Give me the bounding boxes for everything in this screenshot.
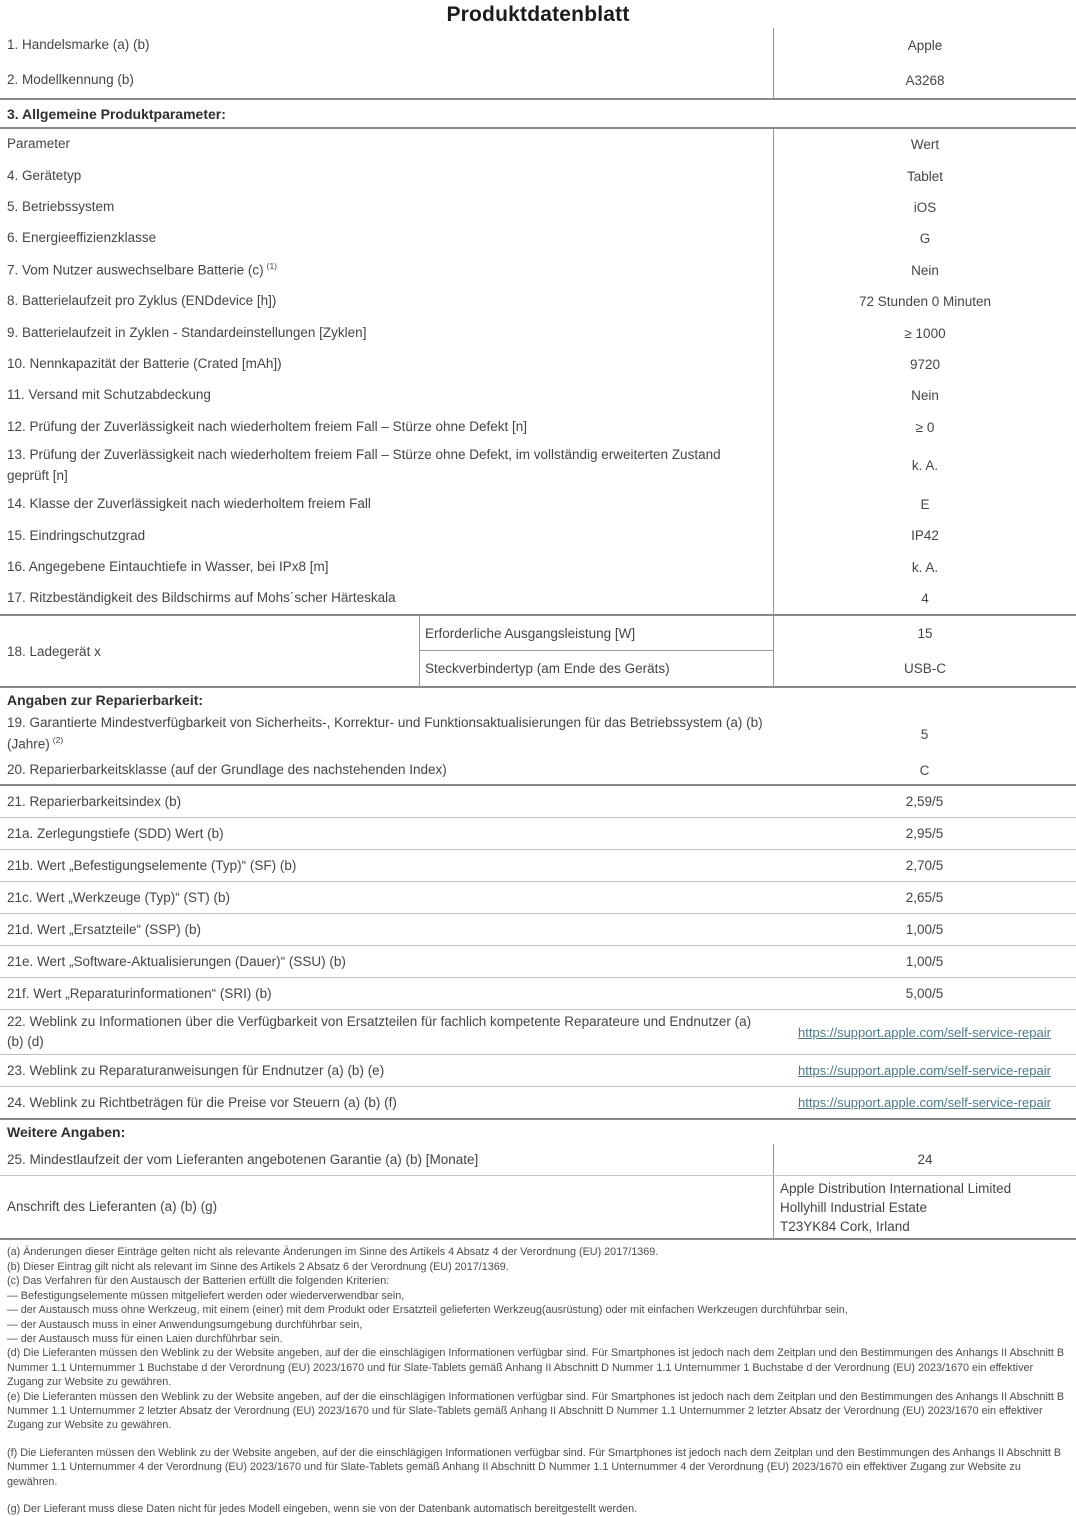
row-label: 23. Weblink zu Reparaturanweisungen für Endnutzer (a) (b) (e) xyxy=(7,1062,385,1078)
row-value: 2,95/5 xyxy=(905,826,944,842)
table-row xyxy=(0,317,1076,348)
row-value: G xyxy=(773,223,1076,254)
row-value: 4 xyxy=(773,583,1076,614)
row-label: 13. Prüfung der Zuverlässigkeit nach wiederholtem freiem Fall – Stürze ohne Defekt, im vollständig erweiterten Zustand geprüft [n] xyxy=(7,446,721,483)
row-label: 20. Reparierbarkeitsklasse (auf der Grundlage des nachstehenden Index) xyxy=(7,762,447,777)
further-information-section xyxy=(0,1120,1076,1238)
page-title: Produktdatenblatt xyxy=(446,3,630,26)
table-row xyxy=(0,1010,1076,1054)
column-header-parameter: Parameter xyxy=(7,136,71,152)
footnote: — der Austausch muss für einen Laien durchführbar sein. xyxy=(7,1332,283,1345)
footnotes-block xyxy=(0,1240,1076,1516)
row-label: 24. Weblink zu Richtbeträgen für die Preise vor Steuern (a) (b) (f) xyxy=(7,1094,397,1110)
row-value: ≥ 0 xyxy=(773,412,1076,443)
row-label: 16. Angegebene Eintauchtiefe in Wasser, bei IPx8 [m] xyxy=(7,558,329,574)
row-label: 2. Modellkennung (b) xyxy=(7,72,134,88)
row-label: 21a. Zerlegungstiefe (SDD) Wert (b) xyxy=(7,825,224,841)
table-row xyxy=(0,978,1076,1009)
row-label: 1. Handelsmarke (a) (b) xyxy=(7,37,150,53)
row-label: 18. Ladegerät x xyxy=(7,643,101,659)
brand-model-section xyxy=(0,28,1076,98)
row-value: Nein xyxy=(773,380,1076,411)
row-label: 15. Eindringschutzgrad xyxy=(7,527,146,543)
table-row xyxy=(0,786,1076,817)
table-row xyxy=(0,583,1076,614)
footnote: (e) Die Lieferanten müssen den Weblink zu der Website angeben, auf der die einschlägigen Informationen verfügbar sind. Für Smartphones ist jedoch nach dem Zeitplan und den Bestimmungen des Anhangs II Abschnitt B Nummer 1.1 Unternummer 2 letzter Absatz der Verordnung (EU) 2023/1670 und für Slate-Tablets gemäß Anhang II Abschnitt D Nummer 1.1 Unternummer 2 letzter Absatz der Verordnung (EU) 2023/1670 ein effektiver Zugang zur Website zu gewähren. xyxy=(7,1390,1065,1432)
row-value: Tablet xyxy=(773,160,1076,191)
column-header-wert: Wert xyxy=(773,129,1076,160)
table-row xyxy=(0,1144,1076,1175)
table-row xyxy=(0,286,1076,317)
row-value: iOS xyxy=(773,192,1076,223)
table-row xyxy=(0,28,1076,63)
footnote: (c) Das Verfahren für den Austausch der Batterien erfüllt die folgenden Kriterien: xyxy=(7,1275,390,1288)
table-row xyxy=(0,443,1076,489)
footnote: — Befestigungselemente müssen mitgeliefert werden oder wiederverwendbar sein, xyxy=(7,1289,405,1302)
table-row xyxy=(0,914,1076,945)
subrow-label: Steckverbindertyp (am Ende des Geräts) xyxy=(419,651,773,686)
row-label: 4. Gerätetyp xyxy=(7,167,82,183)
row-label: Anschrift des Lieferanten (a) (b) (g) xyxy=(7,1199,218,1214)
table-row xyxy=(0,255,1076,286)
row-value: 1,00/5 xyxy=(905,922,944,938)
subrow-value: USB-C xyxy=(773,651,1076,686)
row-label: 19. Garantierte Mindestverfügbarkeit von Sicherheits-, Korrektur- und Funktionsaktualisierungen für das Betriebssystem (a) (b) (Jahre) $^{(2)}$ xyxy=(7,715,763,752)
section-heading-repair: Angaben zur Reparierbarkeit: xyxy=(7,692,204,709)
table-row xyxy=(0,1055,1076,1086)
table-row xyxy=(0,756,1076,784)
row-value: 2,70/5 xyxy=(905,858,944,874)
row-value: 5 xyxy=(920,726,929,742)
supplier-address-line: Hollyhill Industrial Estate xyxy=(780,1199,928,1215)
row-value: 2,59/5 xyxy=(905,794,944,810)
row-value: E xyxy=(773,489,1076,520)
row-value: Nein xyxy=(773,255,1076,286)
row-value: Apple xyxy=(773,28,1076,63)
table-row xyxy=(0,946,1076,977)
row-label: 21d. Wert „Ersatzteile“ (SSP) (b) xyxy=(7,921,202,937)
table-row xyxy=(0,712,1076,756)
row-label: 14. Klasse der Zuverlässigkeit nach wiederholtem freiem Fall xyxy=(7,496,371,512)
row-value: ≥ 1000 xyxy=(773,317,1076,348)
row-value: 1,00/5 xyxy=(905,954,944,970)
row-value: 9720 xyxy=(773,349,1076,380)
supplier-address-line: Apple Distribution International Limited xyxy=(780,1180,1012,1196)
table-row xyxy=(419,651,1076,686)
section-heading-more: Weitere Angaben: xyxy=(7,1124,126,1141)
supplier-address-line: T23YK84 Cork, Irland xyxy=(780,1218,910,1234)
row-label: 21e. Wert „Software-Aktualisierungen (Dauer)“ (SSU) (b) xyxy=(7,953,346,969)
row-value: k. A. xyxy=(773,443,1076,489)
table-row xyxy=(0,818,1076,849)
footnote: (d) Die Lieferanten müssen den Weblink zu der Website angeben, auf der die einschlägigen Informationen verfügbar sind. Für Smartphones ist jedoch nach dem Zeitplan und den Bestimmungen des Anhangs II Abschnitt B Nummer 1.1 Unternummer 1 Buchstabe d der Verordnung (EU) 2023/1670 und für Slate-Tablets gemäß Anhang II Abschnitt D Nummer 1.1 Unternummer 1 Buchstabe d der Verordnung (EU) 2023/1670 ein effektiver Zugang zur Website zu gewähren. xyxy=(7,1347,1065,1389)
subrow-value: 15 xyxy=(773,616,1076,651)
row-label: 10. Nennkapazität der Batterie (Crated [mAh]) xyxy=(7,355,282,371)
row-value: 5,00/5 xyxy=(905,986,944,1002)
table-row xyxy=(0,552,1076,583)
row-label: 21c. Wert „Werkzeuge (Typ)“ (ST) (b) xyxy=(7,889,231,905)
section-heading-general: 3. Allgemeine Produktparameter: xyxy=(7,105,226,122)
table-row xyxy=(0,380,1076,411)
row-label: 25. Mindestlaufzeit der vom Lieferanten angebotenen Garantie (a) (b) [Monate] xyxy=(7,1151,479,1167)
row-value: IP42 xyxy=(773,520,1076,551)
row-label: 17. Ritzbeständigkeit des Bildschirms auf Mohs´scher Härteskala xyxy=(7,590,396,606)
row-label: 8. Batterielaufzeit pro Zyklus (ENDdevice [h]) xyxy=(7,293,277,309)
row-value: 2,65/5 xyxy=(905,890,944,906)
price-guideline-weblink[interactable]: https://support.apple.com/self-service-repair xyxy=(798,1095,1051,1111)
row-value: 24 xyxy=(773,1144,1076,1175)
table-row xyxy=(0,223,1076,254)
table-row xyxy=(0,160,1076,191)
footnote: — der Austausch muss in einer Anwendungsumgebung durchführbar sein, xyxy=(7,1318,363,1331)
footnote: (a) Änderungen dieser Einträge gelten nicht als relevante Änderungen im Sinne des Artikels 4 Absatz 4 der Verordnung (EU) 2017/1369. xyxy=(7,1246,659,1259)
table-row xyxy=(0,1087,1076,1118)
spare-parts-weblink[interactable]: https://support.apple.com/self-service-repair xyxy=(798,1024,1051,1040)
footnote: (f) Die Lieferanten müssen den Weblink zu der Website angeben, auf der die einschlägigen Informationen verfügbar sind. Für Smartphones ist jedoch nach dem Zeitplan und den Bestimmungen des Anhangs II Abschnitt B Nummer 1.1 Unternummer 4 der Verordnung (EU) 2023/1670 und für Slate-Tablets gemäß Anhang II Abschnitt D Nummer 1.1 Unternummer 4 der Verordnung (EU) 2023/1670 ein effektiver Zugang zur Website zu gewähren. xyxy=(7,1446,1062,1488)
row-label: 21. Reparierbarkeitsindex (b) xyxy=(7,793,182,809)
charger-subtable xyxy=(0,616,1076,686)
repair-index-block xyxy=(0,786,1076,1009)
supplier-address xyxy=(773,1176,1076,1238)
table-row xyxy=(0,349,1076,380)
row-value: A3268 xyxy=(773,63,1076,98)
footnote-ref: (1) xyxy=(266,260,278,271)
row-label: 11. Versand mit Schutzabdeckung xyxy=(7,387,211,403)
row-label: 21f. Wert „Reparaturinformationen“ (SRI) (b) xyxy=(7,985,272,1001)
subrow-label: Erforderliche Ausgangsleistung [W] xyxy=(419,616,773,651)
footnote: (g) Der Lieferant muss diese Daten nicht für jedes Modell eingeben, wenn sie von der Datenbank automatisch bereitgestellt werden. xyxy=(7,1502,638,1515)
table-row xyxy=(0,63,1076,98)
table-header-row xyxy=(0,129,1076,160)
table-row xyxy=(0,489,1076,520)
repair-instructions-weblink[interactable]: https://support.apple.com/self-service-repair xyxy=(798,1063,1051,1079)
row-label: 6. Energieeffizienzklasse xyxy=(7,230,157,246)
repairability-section xyxy=(0,688,1076,1118)
table-row xyxy=(0,192,1076,223)
footnote-ref: (2) xyxy=(52,735,64,746)
row-label: 12. Prüfung der Zuverlässigkeit nach wiederholtem freiem Fall – Stürze ohne Defekt [n] xyxy=(7,418,528,434)
table-row xyxy=(0,1176,1076,1238)
table-row xyxy=(0,412,1076,443)
row-label: 5. Betriebssystem xyxy=(7,199,115,215)
table-row xyxy=(0,520,1076,551)
table-row xyxy=(0,882,1076,913)
general-parameters-section xyxy=(0,129,1076,614)
row-value: 72 Stunden 0 Minuten xyxy=(773,286,1076,317)
row-label: 9. Batterielaufzeit in Zyklen - Standardeinstellungen [Zyklen] xyxy=(7,324,367,340)
row-label: 7. Vom Nutzer auswechselbare Batterie (c) $^{(1)}$ xyxy=(7,260,278,278)
row-value: k. A. xyxy=(773,552,1076,583)
row-value: C xyxy=(919,762,930,778)
row-label: 22. Weblink zu Informationen über die Verfügbarkeit von Ersatzteilen für fachlich kompetente Reparateure und Endnutzer (a) (b) (d) xyxy=(7,1013,752,1050)
footnote: — der Austausch muss ohne Werkzeug, mit einem (einer) mit dem Produkt oder Ersatzteil gelieferten Werkzeug(ausrüstung) oder mit einfachen Werkzeugen durchführbar sein, xyxy=(7,1304,848,1317)
table-row xyxy=(0,850,1076,881)
table-row xyxy=(419,616,1076,651)
row-label: 21b. Wert „Befestigungselemente (Typ)“ (SF) (b) xyxy=(7,857,297,873)
footnote: (b) Dieser Eintrag gilt nicht als relevant im Sinne des Artikels 2 Absatz 6 der Verordnung (EU) 2017/1369. xyxy=(7,1260,509,1273)
